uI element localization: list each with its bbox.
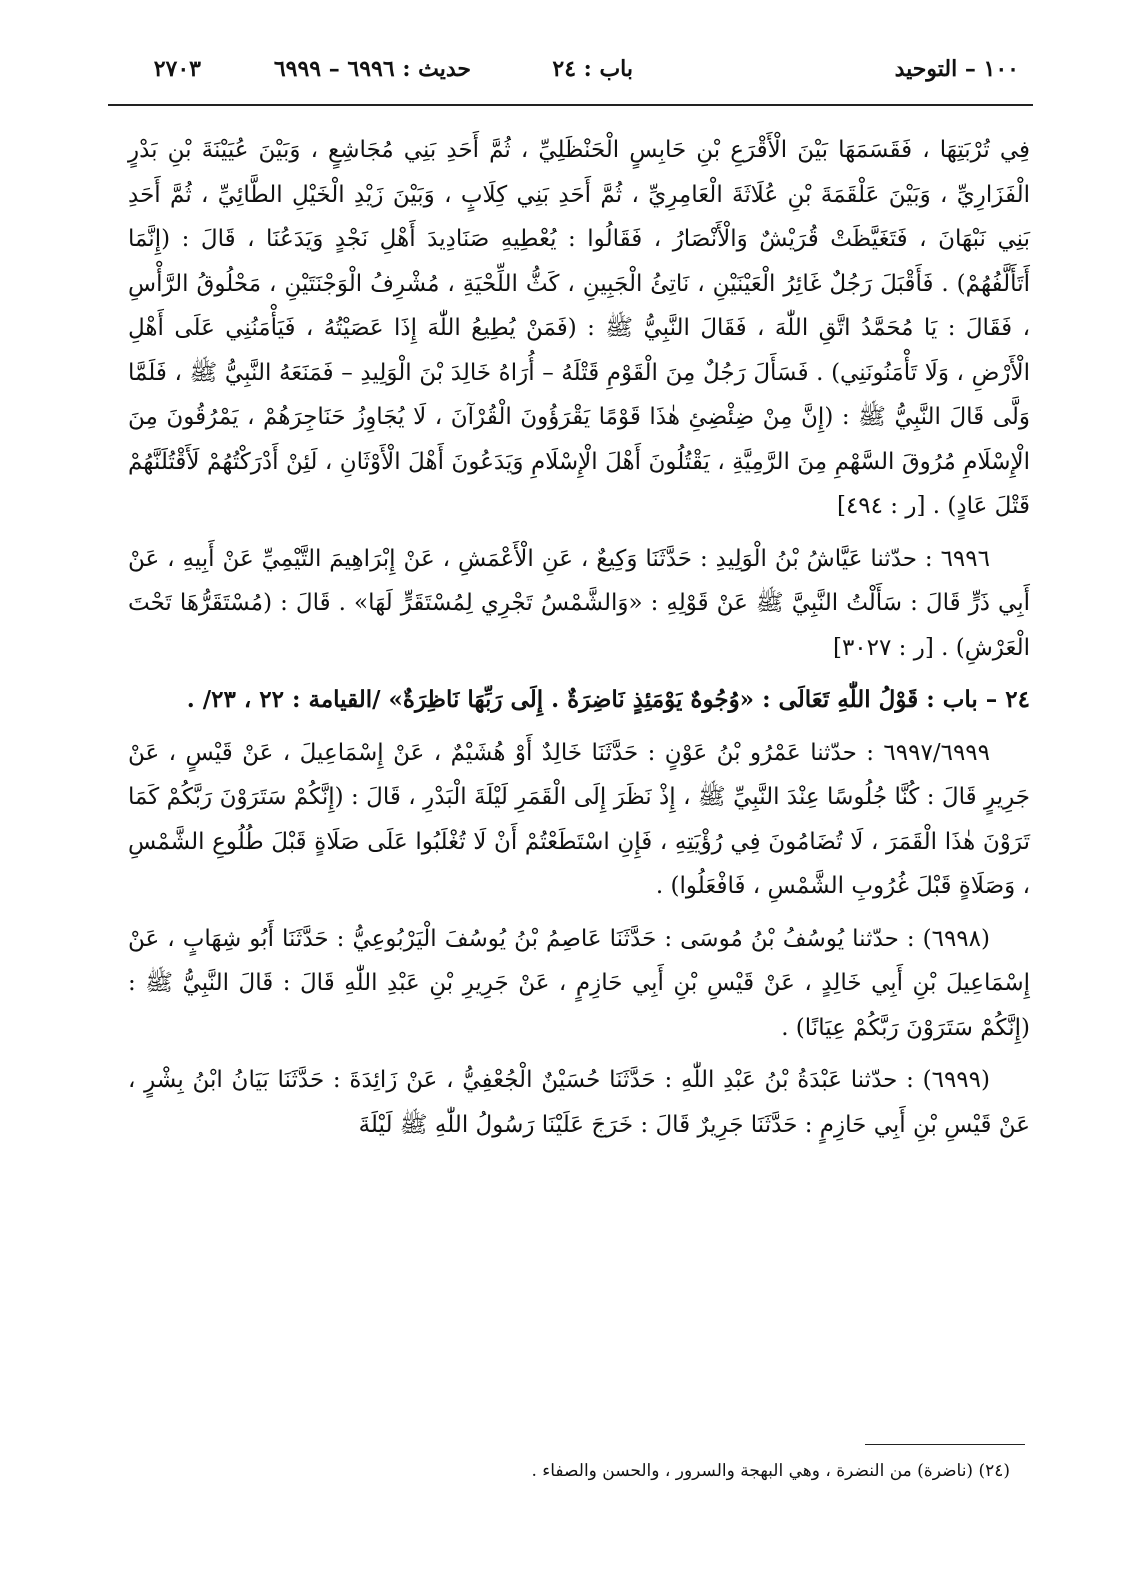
footnote: (٢٤) (ناضرة) من النضرة ، وهي البهجة والسرور ، والحسن والصفاء .	[531, 1461, 1010, 1481]
header-divider	[108, 104, 1033, 106]
running-header	[108, 52, 1033, 92]
hadith-6999: (٦٩٩٩) : حدّثنا عَبْدَةُ بْنُ عَبْدِ اللّٰهِ : حَدَّثَنَا حُسَيْنٌ الْجُعْفِيُّ ، عَنْ زَائِدَةَ : حَدَّثَنَا بَيَانُ ابْنُ بِشْرٍ ، عَنْ قَيْسِ بْنِ أَبِي حَازِمٍ : حَدَّثَنَا جَرِيرٌ قَالَ : خَرَجَ عَلَيْنَا رَسُولُ اللّٰهِ ﷺ لَيْلَةَ	[128, 1067, 1030, 1138]
page-number: ٢٧٠٣	[153, 56, 201, 82]
hadith-6998: (٦٩٩٨) : حدّثنا يُوسُفُ بْنُ مُوسَى : حَدَّثَنَا عَاصِمُ بْنُ يُوسُفَ الْيَرْبُوعِيُّ : حَدَّثَنَا أَبُو شِهَابٍ ، عَنْ إِسْمَاعِيلَ بْنِ أَبِي خَالِدٍ ، عَنْ قَيْسِ بْنِ أَبِي حَازِمٍ ، عَنْ جَرِيرِ بْنِ عَبْدِ اللّٰهِ قَالَ : قَالَ النَّبِيُّ ﷺ : (إِنَّكُمْ سَتَرَوْنَ رَبَّكُمْ عِيَانًا) .	[128, 925, 1030, 1041]
hadith-6996: ٦٩٩٦ : حدّثنا عَيَّاشُ بْنُ الْوَلِيدِ : حَدَّثَنَا وَكِيعٌ ، عَنِ الْأَعْمَشِ ، عَنْ إِبْرَاهِيمَ التَّيْمِيِّ عَنْ أَبِيهِ ، عَنْ أَبِي ذَرٍّ قَالَ : سَأَلْتُ النَّبِيَّ ﷺ عَنْ قَوْلِهِ : «وَالشَّمْسُ تَجْرِي لِمُسْتَقَرٍّ لَهَا» . قَالَ : (مُسْتَقَرُّهَا تَحْتَ الْعَرْشِ) . [ر : ٣٠٢٧]	[128, 545, 1030, 661]
paragraph-continuation: فِي تُرْبَتِهَا ، فَقَسَمَهَا بَيْنَ الْأَقْرَعِ بْنِ حَابِسٍ الْحَنْظَلِيِّ ، ثُمَّ أَحَدِ بَنِي مُجَاشِعٍ ، وَبَيْنَ عُيَيْنَةَ بْنِ بَدْرٍ الْفَزَارِيِّ ، وَبَيْنَ عَلْقَمَةَ بْنِ عُلَاثَةَ الْعَامِرِيِّ ، ثُمَّ أَحَدِ بَنِي كِلَابٍ ، وَبَيْنَ زَيْدِ الْخَيْلِ الطَّائِيِّ ، ثُمَّ أَحَدِ بَنِي نَبْهَانَ ، فَتَغَيَّظَتْ قُرَيْشٌ وَالْأَنْصَارُ ، فَقَالُوا : يُعْطِيهِ صَنَادِيدَ أَهْلِ نَجْدٍ وَيَدَعُنَا ، قَالَ : (إِنَّمَا أَتَأَلَّفُهُمْ) . فَأَقْبَلَ رَجُلٌ غَائِرُ الْعَيْنَيْنِ ، نَاتِئُ الْجَبِينِ ، كَثُّ اللِّحْيَةِ ، مُشْرِفُ الْوَجْنَتَيْنِ ، مَحْلُوقُ الرَّأْسِ ، فَقَالَ : يَا مُحَمَّدُ اتَّقِ اللّٰهَ ، فَقَالَ النَّبِيُّ ﷺ : (فَمَنْ يُطِيعُ اللّٰهَ إِذَا عَصَيْتُهُ ، فَيَأْمَنُنِي عَلَى أَهْلِ الْأَرْضِ ، وَلَا تَأْمَنُونَنِي) . فَسَأَلَ رَجُلٌ مِنَ الْقَوْمِ قَتْلَهُ – أُرَاهُ خَالِدَ بْنَ الْوَلِيدِ – فَمَنَعَهُ النَّبِيُّ ﷺ ، فَلَمَّا وَلَّى قَالَ النَّبِيُّ ﷺ : (إِنَّ مِنْ ضِئْضِئِ هٰذَا قَوْمًا يَقْرَؤُونَ الْقُرْآنَ ، لَا يُجَاوِزُ حَنَاجِرَهُمْ ، يَمْرُقُونَ مِنَ الْإِسْلَامِ مُرُوقَ السَّهْمِ مِنَ الرَّمِيَّةِ ، يَقْتُلُونَ أَهْلَ الْإِسْلَامِ وَيَدَعُونَ أَهْلَ الْأَوْثَانِ ، لَئِنْ أَدْرَكْتُهُمْ لَأَقْتُلَنَّهُمْ قَتْلَ عَادٍ) . [ر : ٤٩٤]	[128, 137, 1030, 519]
footnote-divider	[865, 1444, 1025, 1445]
hadith-range: حديث : ٦٩٩٦ – ٦٩٩٩	[273, 56, 471, 82]
main-text	[128, 128, 1030, 1147]
chapter-number: باب : ٢٤	[552, 56, 633, 82]
chapter-heading: ٢٤ – باب : قَوْلُ اللّٰهِ تَعَالَى : «وُجُوهٌ يَوْمَئِذٍ نَاضِرَةٌ . إِلَى رَبِّهَا نَاظِرَةٌ» /القيامة : ٢٢ ، ٢٣/ .	[186, 686, 1030, 713]
hadith-6997: ٦٩٩٧/٦٩٩٩ : حدّثنا عَمْرُو بْنُ عَوْنٍ : حَدَّثَنَا خَالِدٌ أَوْ هُشَيْمٌ ، عَنْ إِسْمَاعِيلَ ، عَنْ قَيْسٍ ، عَنْ جَرِيرٍ قَالَ : كُنَّا جُلُوسًا عِنْدَ النَّبِيِّ ﷺ ، إِذْ نَظَرَ إِلَى الْقَمَرِ لَيْلَةَ الْبَدْرِ ، قَالَ : (إِنَّكُمْ سَتَرَوْنَ رَبَّكُمْ كَمَا تَرَوْنَ هٰذَا الْقَمَرَ ، لَا تُضَامُونَ فِي رُؤْيَتِهِ ، فَإِنِ اسْتَطَعْتُمْ أَنْ لَا تُغْلَبُوا عَلَى صَلَاةٍ قَبْلَ طُلُوعِ الشَّمْسِ ، وَصَلَاةٍ قَبْلَ غُرُوبِ الشَّمْسِ ، فَافْعَلُوا) .	[128, 739, 1030, 899]
book-title: ١٠٠ – التوحيد	[894, 56, 1019, 82]
